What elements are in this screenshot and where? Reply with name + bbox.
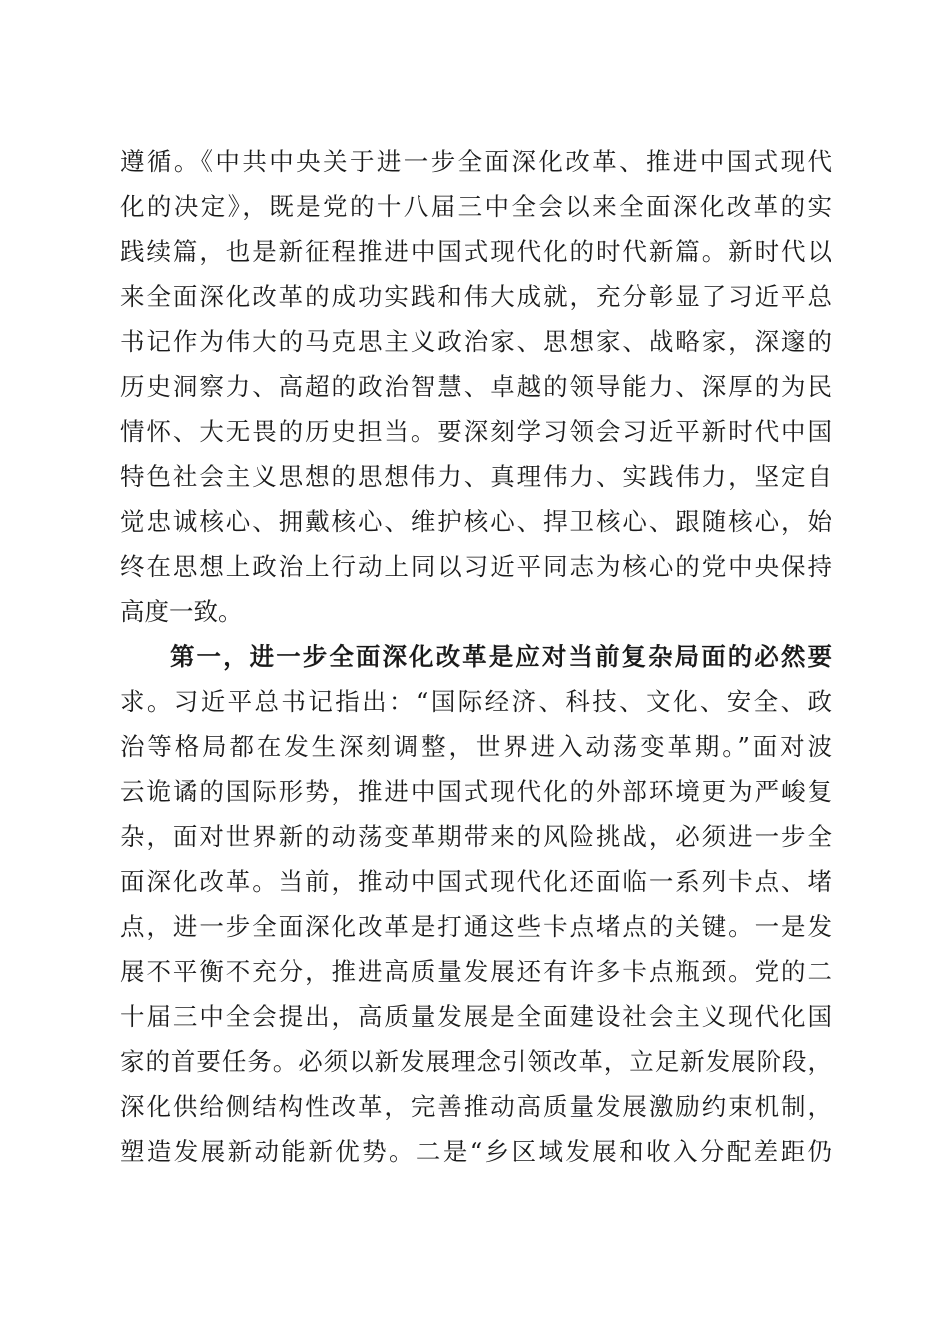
text-line: 践续篇，也是新征程推进中国式现代化的时代新篇。新时代以 bbox=[120, 237, 832, 266]
text-line: 家的首要任务。必须以新发展理念引领改革，立足新发展阶段， bbox=[120, 1047, 832, 1076]
text-line: 治等格局都在发生深刻调整，世界进入动荡变革期。”面对波 bbox=[120, 732, 832, 761]
text-line: 来全面深化改革的成功实践和伟大成就，充分彰显了习近平总 bbox=[120, 282, 832, 311]
text-line: 终在思想上政治上行动上同以习近平同志为核心的党中央保持 bbox=[120, 552, 832, 581]
text-line: 遵循。《中共中央关于进一步全面深化改革、推进中国式现代 bbox=[120, 147, 832, 176]
section-heading-line: 第一，进一步全面深化改革是应对当前复杂局面的必然要 bbox=[170, 642, 832, 671]
text-line: 历史洞察力、高超的政治智慧、卓越的领导能力、深厚的为民 bbox=[120, 372, 832, 401]
text-line: 高度一致。 bbox=[120, 597, 243, 626]
text-line: 化的决定》，既是党的十八届三中全会以来全面深化改革的实 bbox=[120, 192, 832, 221]
text-line: 书记作为伟大的马克思主义政治家、思想家、战略家，深邃的 bbox=[120, 327, 832, 356]
text-line: 觉忠诚核心、拥戴核心、维护核心、捍卫核心、跟随核心，始 bbox=[120, 507, 832, 536]
text-line: 求。习近平总书记指出：“国际经济、科技、文化、安全、政 bbox=[120, 687, 832, 716]
text-line: 特色社会主义思想的思想伟力、真理伟力、实践伟力，坚定自 bbox=[120, 462, 832, 491]
text-line: 面深化改革。当前，推动中国式现代化还面临一系列卡点、堵 bbox=[120, 867, 832, 896]
text-line: 杂，面对世界新的动荡变革期带来的风险挑战，必须进一步全 bbox=[120, 822, 832, 851]
text-line: 展不平衡不充分，推进高质量发展还有许多卡点瓶颈。党的二 bbox=[120, 957, 832, 986]
text-line: 云诡谲的国际形势，推进中国式现代化的外部环境更为严峻复 bbox=[120, 777, 832, 806]
text-line: 塑造发展新动能新优势。二是“乡区域发展和收入分配差距仍 bbox=[120, 1137, 832, 1166]
text-line: 十届三中全会提出，高质量发展是全面建设社会主义现代化国 bbox=[120, 1002, 832, 1031]
text-line: 情怀、大无畏的历史担当。要深刻学习领会习近平新时代中国 bbox=[120, 417, 832, 446]
text-line: 深化供给侧结构性改革，完善推动高质量发展激励约束机制， bbox=[120, 1092, 832, 1121]
text-line: 点，进一步全面深化改革是打通这些卡点堵点的关键。一是发 bbox=[120, 912, 832, 941]
